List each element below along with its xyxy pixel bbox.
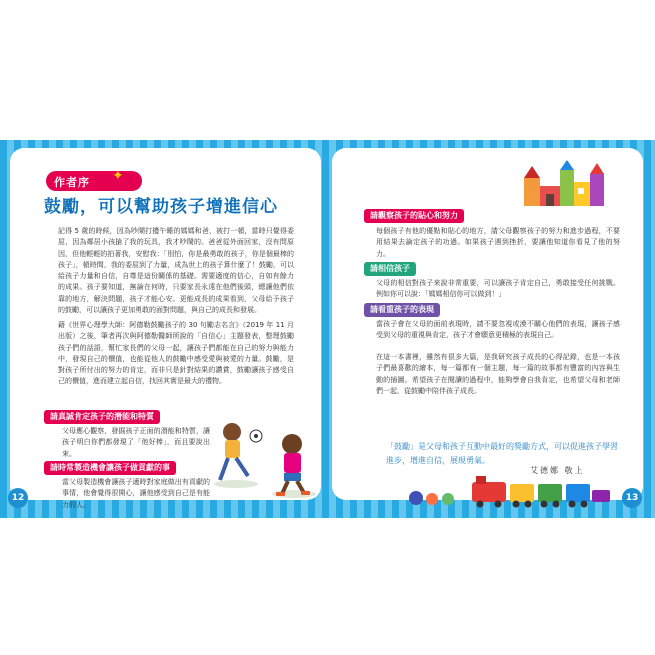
right-heading-1: 請觀察孩子的貼心和努力: [364, 209, 464, 223]
right-paragraph-2: 父母的相信對孩子來說非常重要，可以讓孩子肯定自己，勇敢接受任何挑戰。例如你可以說：「媽媽相信你可以做到！」: [376, 279, 620, 299]
preface-tag-label: 作者序: [54, 176, 90, 189]
toy-train-illustration: [406, 474, 612, 508]
encouragement-quote: 「鼓勵」是父母和孩子互動中最好的獎勵方式，可以促進孩子學習進步，增進自信，展現勇氣。: [386, 442, 618, 465]
right-paragraph-1: 每個孩子有他的優點和貼心的地方，請父母觀察孩子的努力和進步過程，不要用結果去論定孩子的功過。如果孩子遇到挫折，要讓他知道你看見了他的努力。: [376, 227, 620, 258]
soccer-kids-illustration: [208, 418, 320, 500]
left-paragraph-1: 記得 5 歲的時候，因為吵鬧打擾午睡的媽媽和爸，被打一頓，當時只覺得委屈，因為鄰居小孩搶了我的玩具，我才吵鬧的。爸爸從外面回家，沒有問原因，但他輕輕的拍著我，安慰我：「別怕，你是最勇敢的孩子，你是個最棒的孩子」，頓時間，我的委屈到了力量，成為世上的孩子算什麼了！鼓勵，可以給孩子力量和自信，自尊是這份關係的基礎。需要適度的信心，自如有餘力的成果。孩子要知道，無論在何時，只要家長永遠在他們後頭，總讓他們依靠的地方，解決問題，孩子才能心安。更能成長的成果看到，父母給予孩子的鼓勵，可以讓孩子更加勇敢的面對問題，與自己的成長和發展。: [58, 227, 294, 315]
left-heading-2: 請時常製造機會讓孩子做貢獻的事: [44, 461, 176, 475]
left-heading-1: 請真誠肯定孩子的潛能和特質: [44, 410, 160, 424]
right-heading-3: 請看重孩子的表現: [364, 303, 440, 317]
page-number-right: 13: [622, 488, 642, 508]
sparkle-icon: ✦: [112, 168, 124, 184]
left-paragraph-3: 父母應心觀察，發掘孩子正面的潛能和特質，讓孩子明白你們都發現了「他好棒」，而且要說出來。: [62, 427, 210, 458]
toy-castle-illustration: [520, 160, 610, 208]
signature: 艾德娜 敬上: [530, 466, 585, 475]
left-paragraph-2: 藉《世界心理學大師：阿德勒鼓勵孩子的 30 句勵志名言》（2019 年 11 月出版）之後，筆者再次與阿德勒醫師所說的「自信心」主題發表，整理鼓勵孩子們的話語，幫忙家長們的父母一起，讓孩子們都能在自己的努力與能力中，發現自己的價值，也能從他人的鼓勵中感受愛與被愛的力量。鼓勵，是對孩子所付出的努力的肯定，而非只是針對結果的讚賞，鼓勵讓孩子感受自己的價值，進而建立起自信，找回其實是最大的禮物。: [58, 321, 294, 386]
right-heading-2: 請相信孩子: [364, 262, 416, 276]
right-paragraph-4: 在這一本書裡，雖然有很多大篇，是我研究孩子成長的心得記錄，也是一本孩子們最喜歡的繪本，每一篇都有一個主題，每一篇的故事都有豐富的內容與生動的插圖。希望孩子在閱讀的過程中，能夠學會自我肯定，也希望父母和老師們一起，從鼓勵中陪伴孩子成長。: [376, 353, 620, 395]
left-paragraph-4: 當父母製造機會讓孩子適時對家庭做出有貢獻的事情，他會覺得很開心，讓他感受到自己是有能力的人。: [62, 478, 210, 509]
page-title: 鼓勵，可以幫助孩子增進信心: [44, 197, 278, 217]
page-number-left: 12: [8, 488, 28, 508]
right-paragraph-3: 當孩子會在父母的面前表現時，請不要忽視或漠不關心他們的表現，讓孩子感受到父母的重視與肯定，孩子才會願意更積極的表現自己。: [376, 320, 620, 340]
